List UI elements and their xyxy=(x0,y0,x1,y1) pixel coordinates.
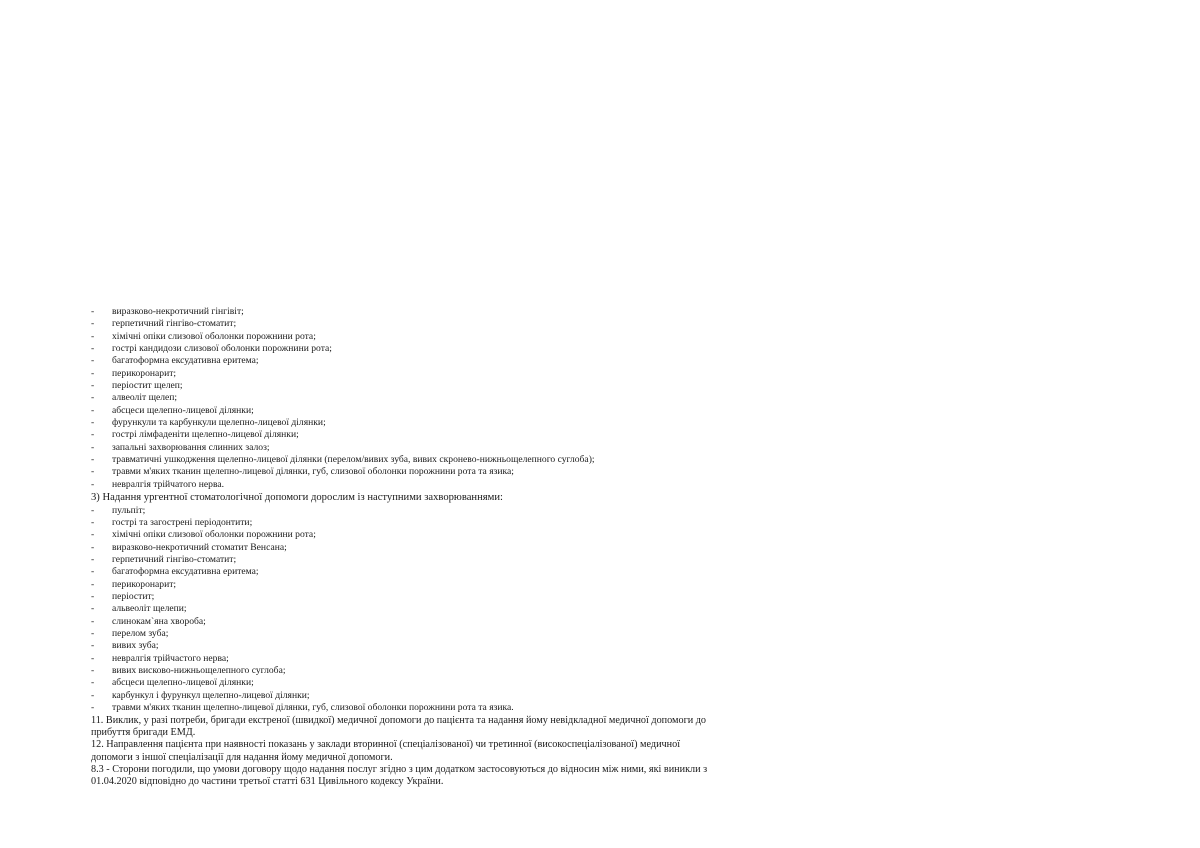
list-item-text: багатоформна ексудативна еритема; xyxy=(112,566,259,578)
list-item xyxy=(91,579,791,591)
list-dash: - xyxy=(91,640,95,652)
list-dash: - xyxy=(91,392,95,404)
list-item-text: абсцеси щелепно-лицевої ділянки; xyxy=(112,404,254,416)
list-dash: - xyxy=(91,441,95,453)
list-dash: - xyxy=(91,677,95,689)
list-dash: - xyxy=(91,404,95,416)
paragraph-8-3 xyxy=(91,764,791,789)
list-dash: - xyxy=(91,417,95,429)
list-item xyxy=(91,466,791,478)
list-item-text: герпетичний гінгіво-стоматит; xyxy=(112,318,237,330)
list-dash: - xyxy=(91,343,95,355)
list-item xyxy=(91,653,791,665)
list-dash: - xyxy=(91,615,95,627)
list-item-text: періостит щелеп; xyxy=(112,380,183,392)
list-item xyxy=(91,331,791,343)
list-item xyxy=(91,318,791,330)
list-item xyxy=(91,392,791,404)
list-item xyxy=(91,603,791,615)
list-item-text: виразково-некротичний гінгівіт; xyxy=(112,306,244,317)
list-item-text: запальні захворювання слинних залоз; xyxy=(112,441,270,453)
list-item-text: абсцеси щелепно-лицевої ділянки; xyxy=(112,677,254,689)
list-item xyxy=(91,628,791,640)
list-item-text: алвеоліт щелеп; xyxy=(112,392,178,404)
list-dash: - xyxy=(91,566,95,578)
list-dash: - xyxy=(91,330,95,342)
list-item xyxy=(91,542,791,554)
list-item-text: перикоронарит; xyxy=(112,367,177,379)
list-item xyxy=(91,405,791,417)
paragraph-line: 11. Виклик, у разі потреби, бригади екстреної (швидкої) медичної допомоги до пацієнта та надання йому невідкладної медичної допомоги до xyxy=(91,714,707,726)
paragraph-11 xyxy=(91,715,791,740)
document-content xyxy=(91,306,791,789)
list-item-text: хімічні опіки слизової оболонки порожнини рота; xyxy=(112,529,316,541)
list-item xyxy=(91,380,791,392)
list-item-text: фурункули та карбункули щелепно-лицевої ділянки; xyxy=(112,417,326,429)
paragraph-line: 01.04.2020 відповідно до частини третьої статті 631 Цивільного кодексу України. xyxy=(91,776,444,788)
list-dash: - xyxy=(91,478,95,490)
list-item-text: гострі та загострені періодонтити; xyxy=(112,517,253,528)
list-item xyxy=(91,616,791,628)
section-heading-3: 3) Надання ургентної стоматологічної допомоги дорослим із наступними захворюваннями: xyxy=(91,492,503,504)
list-item-text: слинокам`яна хвороба; xyxy=(112,615,206,627)
list-dash: - xyxy=(91,628,95,640)
list-dash: - xyxy=(91,380,95,392)
list-item xyxy=(91,306,791,318)
paragraph-line: прибуття бригади ЕМД. xyxy=(91,726,196,738)
list-item xyxy=(91,517,791,529)
list-item xyxy=(91,505,791,517)
list-item-text: альвеоліт щелепи; xyxy=(112,603,187,615)
list-item xyxy=(91,566,791,578)
list-item xyxy=(91,442,791,454)
list-dash: - xyxy=(91,367,95,379)
list-item-text: карбункул і фурункул щелепно-лицевої ділянки; xyxy=(112,689,310,701)
list-item-text: невралгія трійчатого нерва. xyxy=(112,478,225,490)
list-item xyxy=(91,454,791,466)
list-dash: - xyxy=(91,454,95,466)
paragraph-line: допомоги з іншої спеціалізації для надання йому медичної допомоги. xyxy=(91,751,393,763)
list-item-text: гострі лімфаденіти щелепно-лицевої ділянки; xyxy=(112,429,299,441)
list-item xyxy=(91,702,791,714)
list-item-text: виразково-некротичний стоматит Венсана; xyxy=(112,541,287,553)
emergency-care-children-list xyxy=(91,306,791,491)
list-dash: - xyxy=(91,306,95,317)
list-dash: - xyxy=(91,504,95,516)
list-dash: - xyxy=(91,429,95,441)
paragraph-line: 8.3 - Сторони погодили, що умови договору щодо надання послуг згідно з цим додатком застосовуються до відносин між ними, які виникли з xyxy=(91,764,708,776)
list-item-text: хімічні опіки слизової оболонки порожнини рота; xyxy=(112,330,316,342)
list-dash: - xyxy=(91,603,95,615)
list-item-text: герпетичний гінгіво-стоматит; xyxy=(112,554,237,566)
list-item xyxy=(91,591,791,603)
list-item xyxy=(91,355,791,367)
paragraph-12 xyxy=(91,739,791,764)
list-item-text: невралгія трійчастого нерва; xyxy=(112,652,229,664)
list-dash: - xyxy=(91,355,95,367)
list-item xyxy=(91,529,791,541)
list-item-text: вивих висково-нижньощелепного суглоба; xyxy=(112,665,286,677)
list-dash: - xyxy=(91,554,95,566)
list-dash: - xyxy=(91,578,95,590)
list-item-text: травми м'яких тканин щелепно-лицевої ділянки, губ, слизової оболонки порожнини рота та язика. xyxy=(112,702,514,714)
list-item xyxy=(91,665,791,677)
list-item-text: травматичні ушкодження щелепно-лицевої ділянки (перелом/вивих зуба, вивих скронево-нижньощелепного суглоба); xyxy=(112,454,595,466)
list-item xyxy=(91,554,791,566)
list-item-text: багатоформна ексудативна еритема; xyxy=(112,355,259,367)
list-dash: - xyxy=(91,591,95,603)
list-dash: - xyxy=(91,466,95,478)
list-dash: - xyxy=(91,318,95,330)
urgent-care-adults-list xyxy=(91,505,791,715)
list-dash: - xyxy=(91,541,95,553)
list-dash: - xyxy=(91,652,95,664)
list-item xyxy=(91,677,791,689)
list-item-text: травми м'яких тканин щелепно-лицевої ділянки, губ, слизової оболонки порожнини рота та язика; xyxy=(112,466,514,478)
list-item-text: пульпіт; xyxy=(112,504,146,516)
list-item xyxy=(91,368,791,380)
list-dash: - xyxy=(91,517,95,528)
list-dash: - xyxy=(91,529,95,541)
list-item xyxy=(91,690,791,702)
list-item-text: перикоронарит; xyxy=(112,578,177,590)
list-item xyxy=(91,479,791,491)
list-item-text: перелом зуба; xyxy=(112,628,169,640)
paragraph-line: 12. Направлення пацієнта при наявності показань у заклади вторинної (спеціалізованої) чи третинної (високоспеціалізованої) медичної xyxy=(91,739,681,751)
list-dash: - xyxy=(91,665,95,677)
list-item-text: гострі кандидози слизової оболонки порожнини рота; xyxy=(112,343,332,355)
list-item xyxy=(91,429,791,441)
list-item-text: вивих зуба; xyxy=(112,640,159,652)
list-dash: - xyxy=(91,702,95,714)
list-dash: - xyxy=(91,689,95,701)
list-item-text: періостит; xyxy=(112,591,155,603)
list-item xyxy=(91,640,791,652)
list-item xyxy=(91,417,791,429)
list-item xyxy=(91,343,791,355)
